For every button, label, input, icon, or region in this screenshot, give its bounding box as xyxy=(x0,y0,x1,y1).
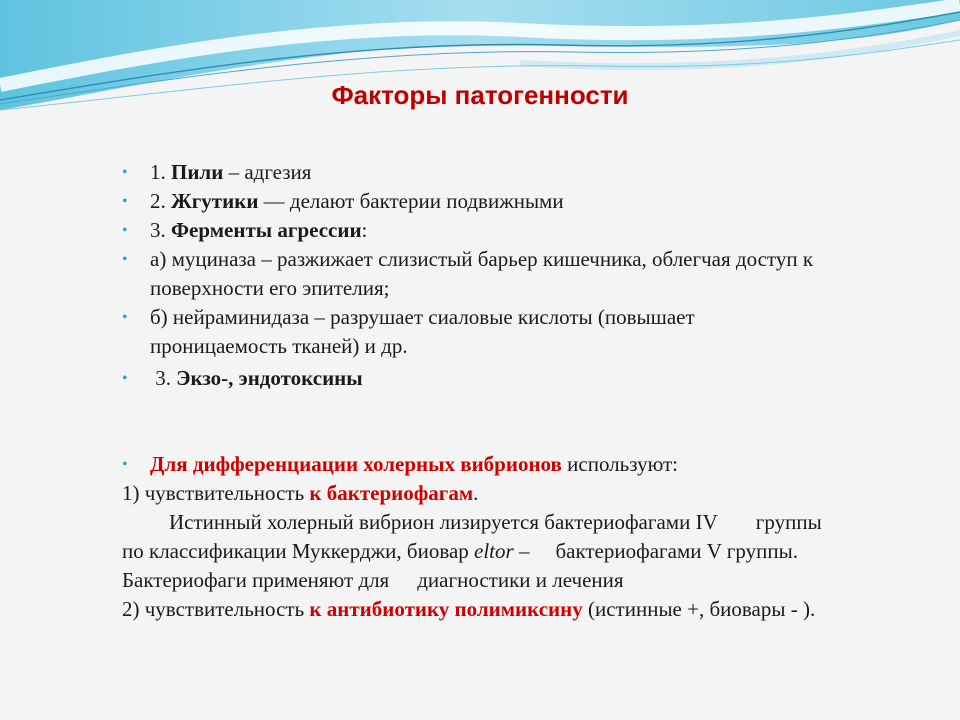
differentiation-lead: • Для дифференциации холерных вибрионов используют: xyxy=(122,450,932,479)
bullet-icon: • xyxy=(122,193,128,210)
bullet-icon: • xyxy=(122,456,128,473)
list-item: • б) нейраминидаза – разрушает сиаловые кислоты (повышает проницаемость тканей) и др. xyxy=(122,305,695,358)
list-item: • а) муциназа – разжижает слизистый барьер кишечника, облегчая доступ к поверхности его эпителия; xyxy=(122,247,814,300)
bullet-icon: • xyxy=(122,164,128,181)
list-item: • 1. Пили – адгезия xyxy=(122,158,922,187)
antibiotic-sensitivity-line: 2) чувствительность к антибиотику полимиксину (истинные +, биовары - ). xyxy=(122,597,816,621)
list-item: • 3. Экзо-, эндотоксины xyxy=(122,364,922,393)
list-item: • 2. Жгутики — делают бактерии подвижными xyxy=(122,187,922,216)
differentiation-section xyxy=(122,450,932,624)
bullet-icon: • xyxy=(122,222,128,239)
bullet-icon: • xyxy=(122,370,128,387)
bullet-icon: • xyxy=(122,251,128,268)
true-vibrio-line: Истинный холерный вибрион лизируется бактериофагами IV группы xyxy=(169,510,822,534)
page-title: Факторы патогенности xyxy=(331,80,629,110)
phage-usage-line: Бактериофаги применяют для диагностики и лечения xyxy=(122,568,624,592)
pathogenicity-factors-list xyxy=(122,158,922,393)
phage-sensitivity-line: 1) чувствительность к бактериофагам. xyxy=(122,481,479,505)
bullet-icon: • xyxy=(122,309,128,326)
mukerjee-classification-line: по классификации Муккерджи, биовар eltor – бактериофагами V группы. xyxy=(122,539,798,563)
list-item: • 3. Ферменты агрессии: xyxy=(122,216,922,245)
